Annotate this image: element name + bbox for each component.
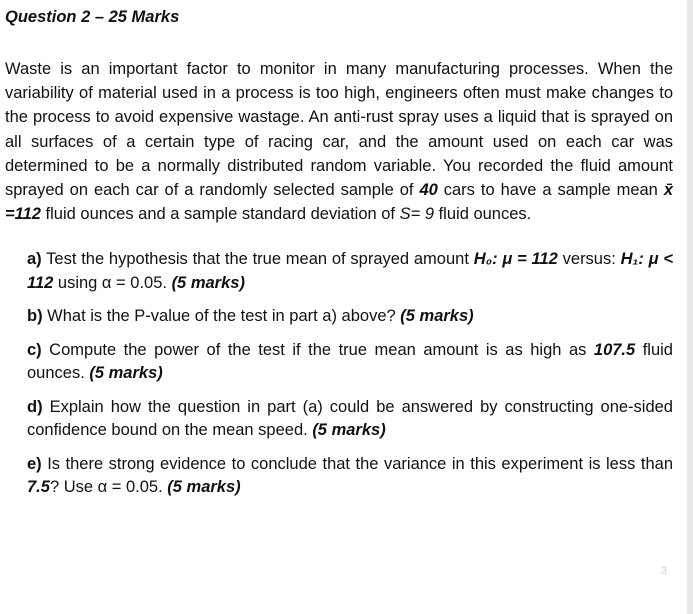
question-parts	[27, 248, 673, 500]
part-letter: c)	[27, 340, 42, 359]
page-number: 3	[661, 565, 668, 577]
alternative-hypothesis: H₁: μ < 112	[27, 250, 673, 292]
null-hypothesis: H₀: μ = 112	[473, 250, 558, 269]
part-a	[27, 248, 673, 295]
part-text: Compute the power of the test if the true mean amount is as high as	[41, 340, 594, 359]
part-marks: (5 marks)	[171, 273, 245, 292]
part-marks: (5 marks)	[89, 364, 163, 383]
sample-mean-symbol: x̄	[663, 181, 673, 200]
question-heading: Question 2 – 25 Marks	[5, 8, 180, 26]
part-text: using α = 0.05.	[53, 273, 172, 292]
part-letter: e)	[27, 454, 42, 473]
part-text: Is there strong evidence to conclude that the variance in this experiment is less than	[41, 454, 673, 473]
intro-text: fluid ounces and a sample standard deviation of	[40, 205, 400, 224]
intro-text: fluid ounces.	[434, 205, 532, 224]
part-marks: (5 marks)	[400, 307, 474, 326]
part-letter: b)	[27, 307, 43, 326]
part-b	[27, 305, 673, 329]
document-page	[5, 6, 673, 510]
part-text: What is the P-value of the test in part a) above?	[42, 307, 401, 326]
part-letter: a)	[27, 250, 42, 269]
part-text: versus:	[557, 250, 621, 269]
sample-sd: S= 9	[399, 205, 435, 224]
sample-size: 40	[419, 181, 438, 200]
part-marks: (5 marks)	[167, 478, 241, 497]
intro-text: cars to have a sample mean	[437, 181, 664, 200]
sample-mean-value: =112	[5, 205, 41, 224]
intro-text: Waste is an important factor to monitor in many manufacturing processes. When the variability of material used in a process is too high, engineers often must make changes to the process to avoid expensive wastage. An anti-rust spray uses a liquid that is sprayed on all surfaces of a certain type of racing car, and the amount used on each car was determined to be a normally distributed random variable. You recorded the fluid amount sprayed on each car of a randomly selected sample of	[5, 60, 673, 200]
part-d	[27, 396, 673, 443]
part-letter: d)	[27, 397, 43, 416]
part-text: Test the hypothesis that the true mean of sprayed amount	[41, 250, 474, 269]
part-text: ? Use α = 0.05.	[49, 478, 168, 497]
part-text: fluid ounces.	[27, 340, 673, 383]
true-mean-value: 107.5	[593, 340, 636, 359]
page-edge	[687, 0, 693, 614]
part-text: Explain how the question in part (a) could be answered by constructing one-sided confidence bound on the mean speed.	[27, 397, 673, 440]
part-c	[27, 339, 673, 386]
part-e	[27, 453, 673, 500]
question-intro	[5, 57, 673, 226]
part-marks: (5 marks)	[312, 421, 386, 440]
variance-threshold: 7.5	[27, 478, 50, 497]
